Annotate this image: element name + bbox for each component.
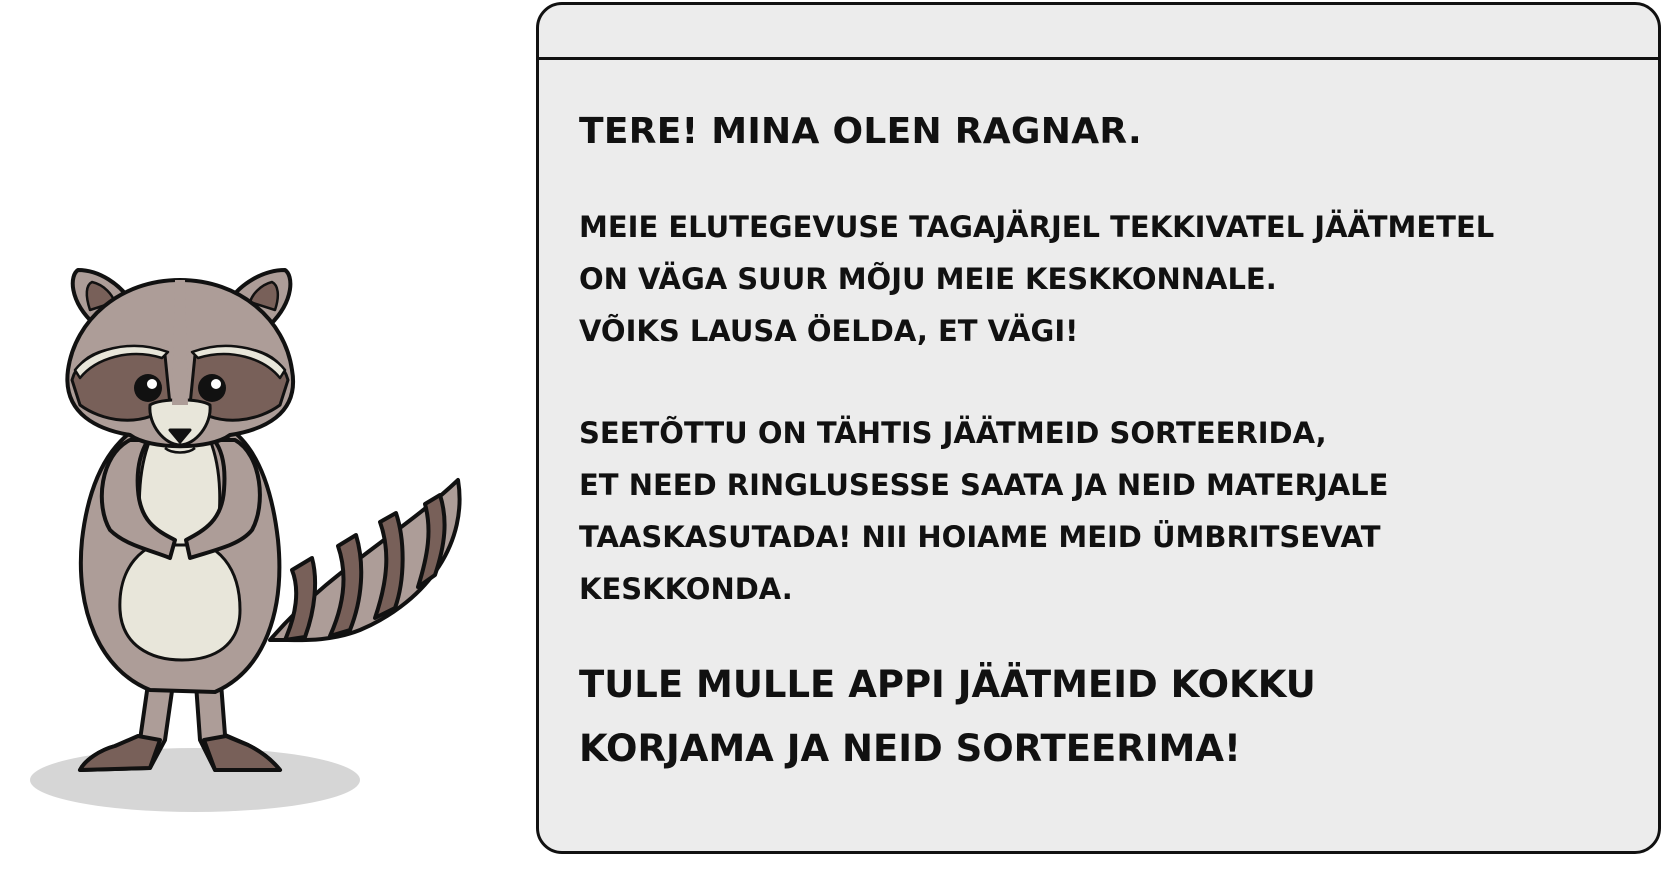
paragraph-line: SEETÕTTU ON TÄHTIS JÄÄTMEID SORTEERIDA,: [579, 416, 1327, 450]
dialog-heading: TERE! MINA OLEN RAGNAR.: [579, 111, 1143, 152]
raccoon-shadow: [30, 748, 360, 812]
raccoon-head: [67, 270, 293, 446]
speech-dialog: [536, 2, 1661, 854]
raccoon-mascot-illustration: [0, 240, 470, 840]
raccoon-tail: [270, 480, 460, 640]
raccoon-belly: [120, 540, 240, 660]
paragraph-line: TAASKASUTADA! NII HOIAME MEID ÜMBRITSEVAT: [579, 520, 1381, 554]
paragraph-line: ON VÄGA SUUR MÕJU MEIE KESKKONNALE.: [579, 262, 1277, 296]
call-to-action: [579, 653, 1618, 781]
paragraph-waste-impact: [579, 201, 1618, 357]
cta-line: KORJAMA JA NEID SORTEERIMA!: [579, 727, 1241, 770]
paragraph-line: VÕIKS LAUSA ÖELDA, ET VÄGI!: [579, 314, 1079, 348]
paragraph-line: ET NEED RINGLUSESSE SAATA JA NEID MATERJALE: [579, 468, 1389, 502]
cta-line: TULE MULLE APPI JÄÄTMEID KOKKU: [579, 663, 1316, 706]
paragraph-line: MEIE ELUTEGEVUSE TAGAJÄRJEL TEKKIVATEL JÄÄTMETEL: [579, 210, 1495, 244]
paragraph-line: KESKKONDA.: [579, 572, 793, 606]
paragraph-sorting-importance: [579, 407, 1618, 615]
dialog-titlebar: [539, 5, 1658, 60]
dialog-body: [539, 60, 1658, 781]
